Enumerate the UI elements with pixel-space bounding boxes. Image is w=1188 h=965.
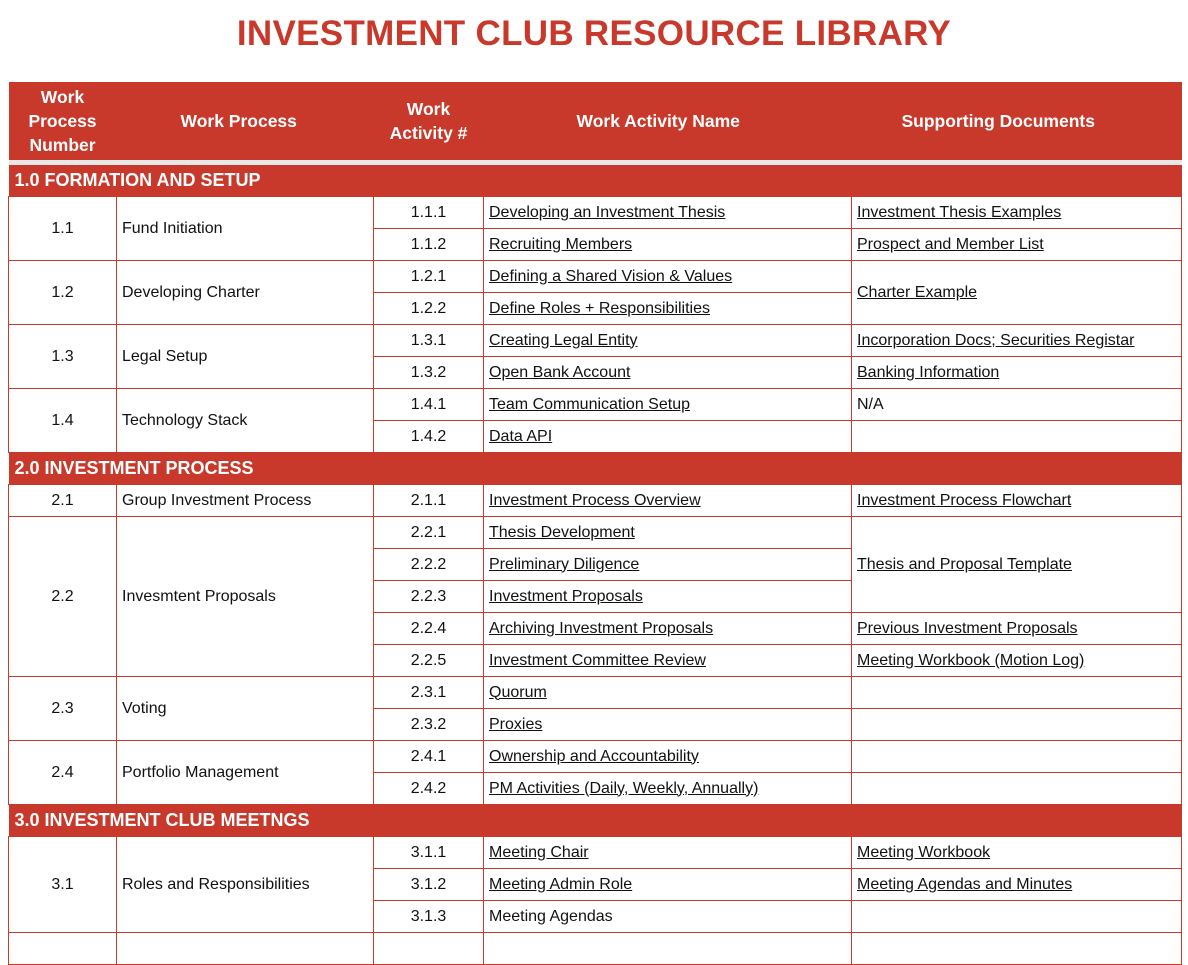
header-process-number: Work Process Number: [9, 82, 117, 160]
activity-link[interactable]: PM Activities (Daily, Weekly, Annually): [484, 773, 852, 805]
activity-number: 2.2.5: [374, 645, 484, 677]
process-number: 1.3: [9, 325, 117, 389]
process-name: Technology Stack: [117, 389, 374, 453]
activity-number: 2.4.2: [374, 773, 484, 805]
activity-number: 3.1.1: [374, 837, 484, 869]
activity-number: 2.3.1: [374, 677, 484, 709]
document-empty: [852, 677, 1182, 709]
table-row: [9, 261, 1182, 293]
resource-library-table: [8, 82, 1182, 965]
activity-link[interactable]: Preliminary Diligence: [484, 549, 852, 581]
table-row: [9, 837, 1182, 869]
process-number: 2.3: [9, 677, 117, 741]
activity-number: 1.3.1: [374, 325, 484, 357]
activity-number: 1.3.2: [374, 357, 484, 389]
activity-link[interactable]: Defining a Shared Vision & Values: [484, 261, 852, 293]
activity-link[interactable]: Thesis Development: [484, 517, 852, 549]
activity-number: 2.2.3: [374, 581, 484, 613]
activity-link[interactable]: Ownership and Accountability: [484, 741, 852, 773]
empty-cell: [484, 933, 852, 965]
document-link[interactable]: Banking Information: [852, 357, 1182, 389]
process-name: Invesmtent Proposals: [117, 517, 374, 677]
activity-link[interactable]: Investment Process Overview: [484, 485, 852, 517]
table-row: [9, 677, 1182, 709]
activity-number: 3.1.3: [374, 901, 484, 933]
activity-number: 1.2.2: [374, 293, 484, 325]
header-activity-name: Work Activity Name: [484, 82, 852, 160]
document-link[interactable]: Charter Example: [852, 261, 1182, 325]
document-link[interactable]: Prospect and Member List: [852, 229, 1182, 261]
process-name: Roles and Responsibilities: [117, 837, 374, 933]
activity-number: 3.1.2: [374, 869, 484, 901]
table-row: [9, 741, 1182, 773]
document-empty: [852, 901, 1182, 933]
header-activity-number: Work Activity #: [374, 82, 484, 160]
activity-number: 2.3.2: [374, 709, 484, 741]
activity-number: 2.4.1: [374, 741, 484, 773]
table-row: [9, 325, 1182, 357]
activity-number: 1.4.1: [374, 389, 484, 421]
activity-text: Meeting Agendas: [484, 901, 852, 933]
document-empty: [852, 421, 1182, 453]
activity-number: 1.4.2: [374, 421, 484, 453]
empty-cell: [374, 933, 484, 965]
activity-link[interactable]: Archiving Investment Proposals: [484, 613, 852, 645]
table-row: [9, 517, 1182, 549]
empty-cell: [9, 933, 117, 965]
process-number: 1.4: [9, 389, 117, 453]
document-empty: [852, 709, 1182, 741]
header-process: Work Process: [117, 82, 374, 160]
activity-link[interactable]: Proxies: [484, 709, 852, 741]
document-empty: [852, 741, 1182, 773]
process-name: Portfolio Management: [117, 741, 374, 805]
page-title: INVESTMENT CLUB RESOURCE LIBRARY: [236, 14, 952, 53]
process-name: Group Investment Process: [117, 485, 374, 517]
table-row: [9, 485, 1182, 517]
activity-link[interactable]: Recruiting Members: [484, 229, 852, 261]
process-number: 2.4: [9, 741, 117, 805]
activity-link[interactable]: Open Bank Account: [484, 357, 852, 389]
header-documents: Supporting Documents: [852, 82, 1182, 160]
process-number: 2.1: [9, 485, 117, 517]
process-number: 1.1: [9, 197, 117, 261]
activity-link[interactable]: Investment Committee Review: [484, 645, 852, 677]
table-row: [9, 389, 1182, 421]
activity-link[interactable]: Meeting Admin Role: [484, 869, 852, 901]
activity-number: 1.1.1: [374, 197, 484, 229]
activity-link[interactable]: Quorum: [484, 677, 852, 709]
section-title: 3.0 INVESTMENT CLUB MEETNGS: [9, 805, 1182, 837]
process-name: Fund Initiation: [117, 197, 374, 261]
document-link[interactable]: Incorporation Docs; Securities Registar: [852, 325, 1182, 357]
activity-link[interactable]: Developing an Investment Thesis: [484, 197, 852, 229]
activity-link[interactable]: Define Roles + Responsibilities: [484, 293, 852, 325]
document-link[interactable]: Meeting Workbook (Motion Log): [852, 645, 1182, 677]
activity-number: 2.2.4: [374, 613, 484, 645]
activity-number: 2.2.2: [374, 549, 484, 581]
document-link[interactable]: Thesis and Proposal Template: [852, 517, 1182, 613]
activity-link[interactable]: Creating Legal Entity: [484, 325, 852, 357]
document-link[interactable]: Investment Thesis Examples: [852, 197, 1182, 229]
section-header: [9, 805, 1182, 837]
document-link[interactable]: Investment Process Flowchart: [852, 485, 1182, 517]
activity-link[interactable]: Data API: [484, 421, 852, 453]
document-empty: [852, 773, 1182, 805]
activity-number: 2.1.1: [374, 485, 484, 517]
process-name: Legal Setup: [117, 325, 374, 389]
process-name: Developing Charter: [117, 261, 374, 325]
activity-link[interactable]: Investment Proposals: [484, 581, 852, 613]
empty-cell: [117, 933, 374, 965]
table-row: [9, 197, 1182, 229]
empty-cell: [852, 933, 1182, 965]
process-name: Voting: [117, 677, 374, 741]
activity-number: 2.2.1: [374, 517, 484, 549]
document-link[interactable]: Meeting Workbook: [852, 837, 1182, 869]
activity-number: 1.1.2: [374, 229, 484, 261]
activity-link[interactable]: Meeting Chair: [484, 837, 852, 869]
section-title: 1.0 FORMATION AND SETUP: [9, 165, 1182, 197]
document-link[interactable]: Previous Investment Proposals: [852, 613, 1182, 645]
activity-number: 1.2.1: [374, 261, 484, 293]
process-number: 1.2: [9, 261, 117, 325]
process-number: 2.2: [9, 517, 117, 677]
section-header: [9, 453, 1182, 485]
table-row: [9, 933, 1182, 965]
document-text: N/A: [852, 389, 1182, 421]
header-row: [9, 82, 1182, 160]
document-link[interactable]: Meeting Agendas and Minutes: [852, 869, 1182, 901]
section-header: [9, 165, 1182, 197]
activity-link[interactable]: Team Communication Setup: [484, 389, 852, 421]
process-number: 3.1: [9, 837, 117, 933]
section-title: 2.0 INVESTMENT PROCESS: [9, 453, 1182, 485]
